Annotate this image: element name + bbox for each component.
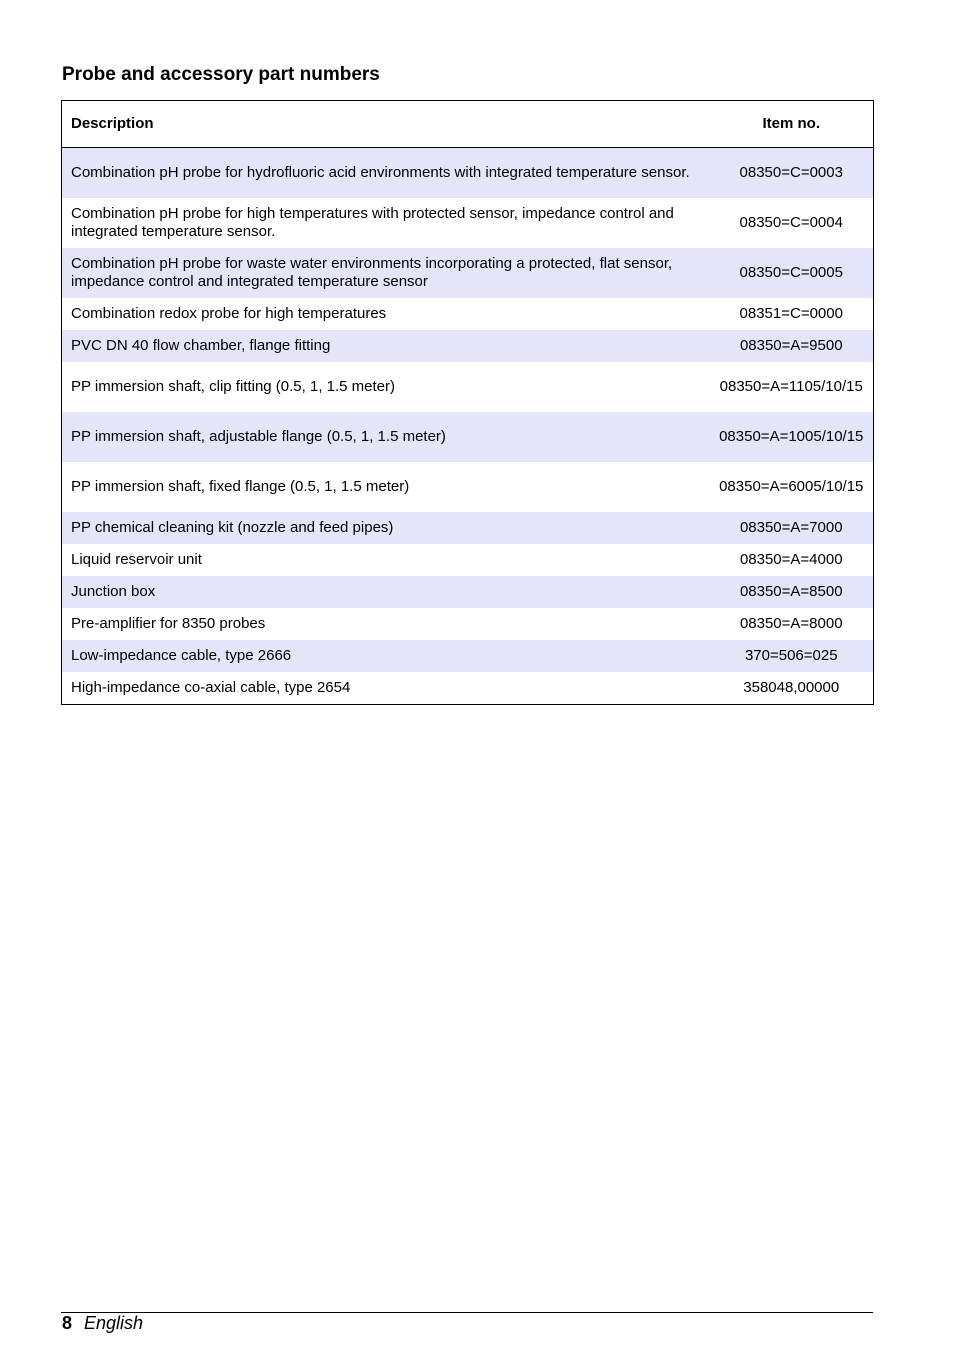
table-header-row [62, 101, 874, 148]
description-cell: Combination redox probe for high temperatures [71, 305, 387, 322]
item-no-cell: 08350=A=6005/10/15 [719, 478, 864, 495]
item-no-cell: 08350=A=7000 [710, 512, 874, 544]
description-cell: Combination pH probe for high temperatures with protected sensor, impedance control and integrated temperature sensor. [71, 205, 674, 240]
table-row [62, 640, 874, 672]
table-row [62, 298, 874, 330]
table-row [62, 362, 874, 412]
page-footer [62, 1313, 143, 1333]
item-no-cell: 08350=A=4000 [739, 551, 843, 568]
item-no-cell: 08351=C=0000 [739, 305, 843, 322]
description-cell: PP immersion shaft, adjustable flange (0.5, 1, 1.5 meter) [62, 412, 710, 462]
description-cell: PVC DN 40 flow chamber, flange fitting [62, 330, 710, 362]
table-row [62, 248, 874, 298]
description-cell: Junction box [62, 576, 710, 608]
description-column-header: Description [62, 101, 710, 148]
table-row [62, 412, 874, 462]
description-cell: Combination pH probe for hydrofluoric acid environments with integrated temperature sensor. [62, 148, 710, 199]
table-row [62, 576, 874, 608]
item-no-column-header: Item no. [710, 101, 874, 148]
description-cell: Liquid reservoir unit [71, 551, 202, 568]
footer-language: English [84, 1313, 144, 1333]
table-row [62, 512, 874, 544]
description-cell: PP immersion shaft, clip fitting (0.5, 1, 1.5 meter) [71, 378, 396, 395]
description-cell: Pre-amplifier for 8350 probes [71, 615, 266, 632]
description-cell: Low-impedance cable, type 2666 [62, 640, 710, 672]
item-no-cell: 08350=C=0004 [739, 214, 843, 231]
description-cell: High-impedance co-axial cable, type 2654 [71, 679, 351, 696]
item-no-cell: 370=506=025 [710, 640, 874, 672]
table-row [62, 672, 874, 705]
item-no-cell: 08350=C=0005 [710, 248, 874, 298]
footer-divider [61, 1312, 873, 1313]
table-row [62, 608, 874, 640]
page-title: Probe and accessory part numbers [62, 64, 380, 85]
table-row [62, 462, 874, 512]
parts-table [61, 100, 874, 705]
table-row [62, 148, 874, 199]
item-no-cell: 08350=C=0003 [710, 148, 874, 199]
item-no-cell: 08350=A=8000 [739, 615, 843, 632]
table-row [62, 198, 874, 248]
item-no-cell: 08350=A=9500 [710, 330, 874, 362]
item-no-cell: 358048,00000 [743, 679, 840, 696]
description-cell: PP immersion shaft, fixed flange (0.5, 1, 1.5 meter) [71, 478, 410, 495]
description-cell: PP chemical cleaning kit (nozzle and feed pipes) [62, 512, 710, 544]
item-no-cell: 08350=A=8500 [710, 576, 874, 608]
description-cell: Combination pH probe for waste water environments incorporating a protected, flat sensor, impedance control and integrated temperature sensor [62, 248, 710, 298]
item-no-cell: 08350=A=1005/10/15 [710, 412, 874, 462]
page-number: 8 [62, 1313, 73, 1333]
item-no-cell: 08350=A=1105/10/15 [719, 378, 863, 395]
table-row [62, 330, 874, 362]
table-row [62, 544, 874, 576]
